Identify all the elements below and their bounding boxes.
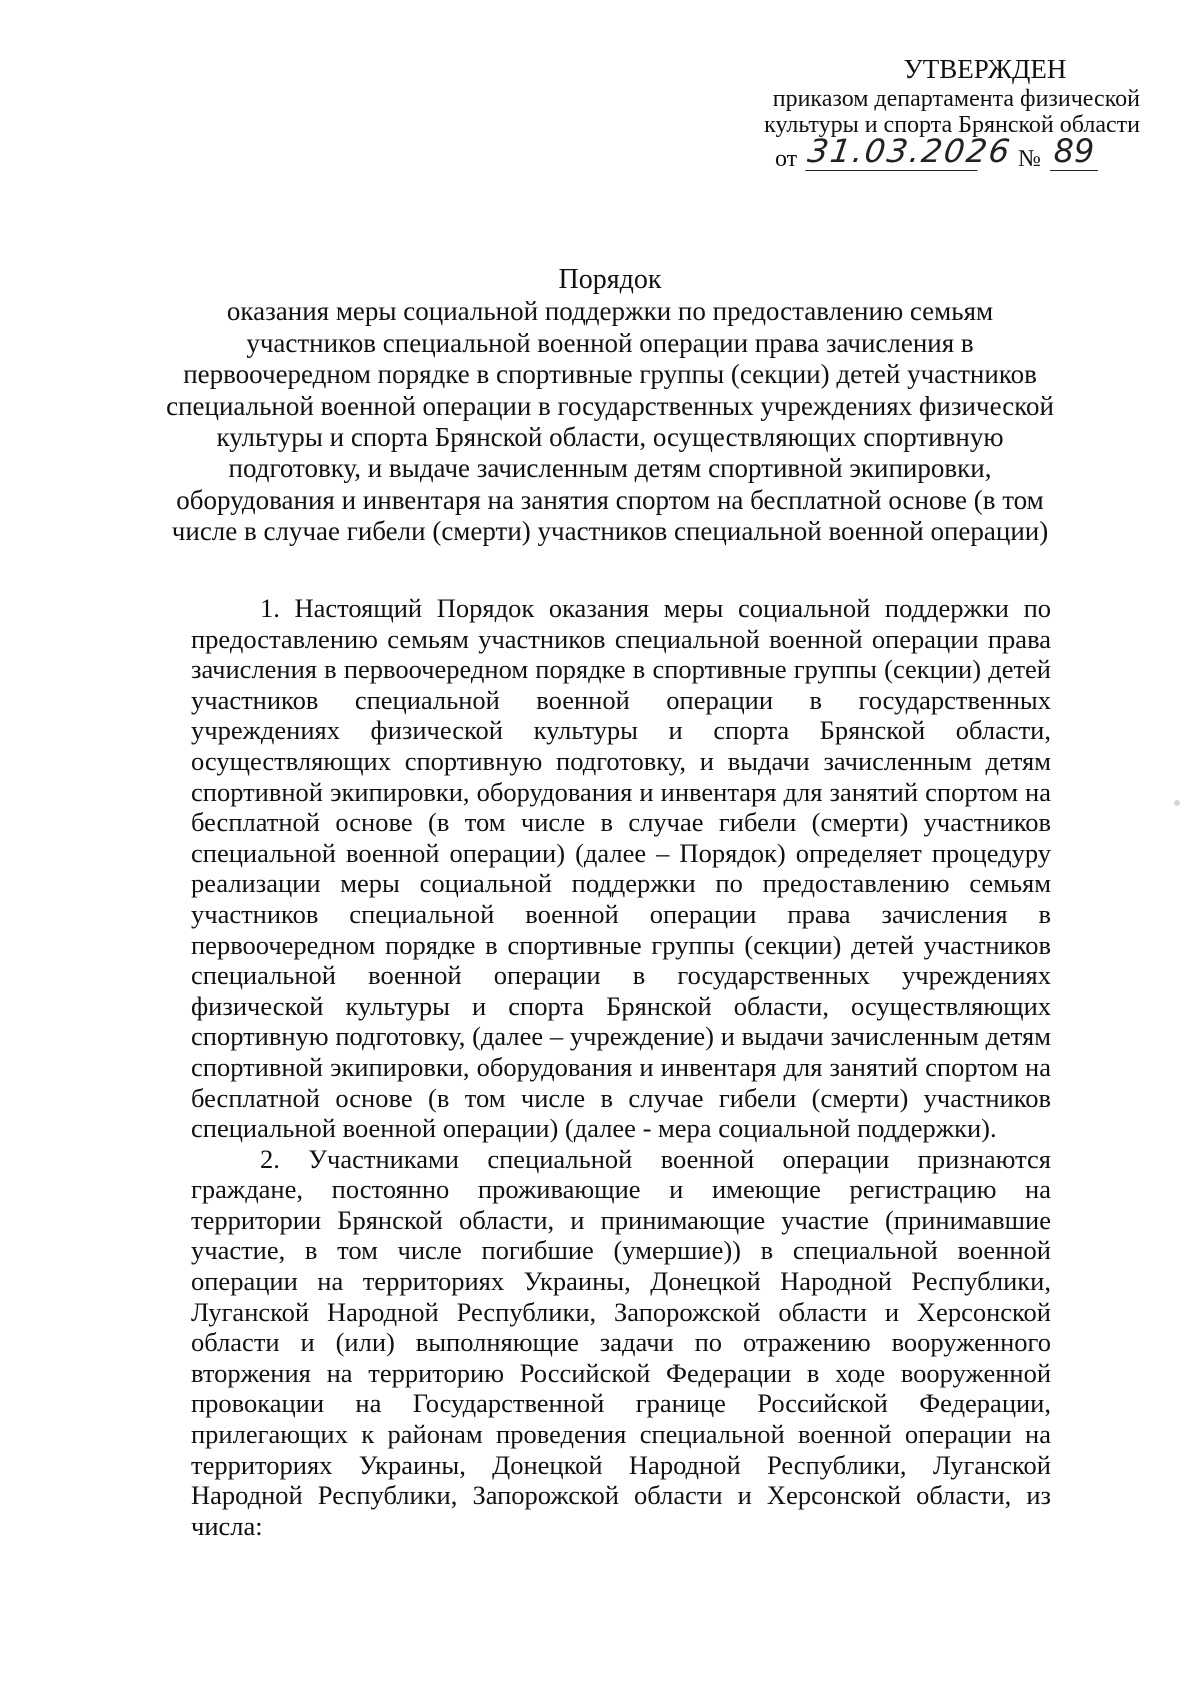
number-label: № xyxy=(1018,146,1041,172)
paragraph-1: 1. Настоящий Порядок оказания меры социальной поддержки по предоставлению семьям участников специальной военной операции права зачисления в первоочередном порядке в спортивные группы (секции) детей участников специальной военной операции в государственных учреждениях физической культуры и спорта Брянской области, осуществляющих спортивную подготовку, и выдачи зачисленным детям спортивной экипировки, оборудования и инвентаря для занятий спортом на бесплатной основе (в том числе в случае гибели (смерти) участников специальной военной операции) (далее – Порядок) определяет процедуру реализации меры социальной поддержки по предоставлению семьям участников специальной военной операции права зачисления в первоочередном порядке в спортивные группы (секции) детей участников специальной военной операции в государственных учреждениях физической культуры и спорта Брянской области, осуществляющих спортивную подготовку, (далее – учреждение) и выдачи зачисленным детям спортивной экипировки, оборудования и инвентаря для занятий спортом на бесплатной основе (в том числе в случае гибели (смерти) участников специальной военной операции) (далее - мера социальной поддержки). xyxy=(191,593,1051,1144)
approval-title: УТВЕРЖДЕН xyxy=(903,54,1067,84)
handwritten-date: 31.03.2026 xyxy=(805,132,1014,170)
approval-stamp-block xyxy=(760,52,1140,172)
approval-date-row xyxy=(760,132,1140,172)
date-prefix: от xyxy=(775,146,798,172)
handwritten-number: 89 xyxy=(1050,132,1098,171)
scan-speck xyxy=(1174,800,1180,806)
document-subtitle: оказания меры социальной поддержки по предоставлению семьям участников специальной военной операции права зачисления в первоочередном порядке в спортивные группы (секции) детей участников специальной военной операции в государственных учреждениях физической культуры и спорта Брянской области, осуществляющих спортивную подготовку, и выдаче зачисленным детям спортивной экипировки, оборудования и инвентаря на занятия спортом на бесплатной основе (в том числе в случае гибели (смерти) участников специальной военной операции) xyxy=(166,296,1054,547)
document-body xyxy=(191,593,1051,1541)
approval-order-line-1: приказом департамента физической xyxy=(772,86,1140,112)
document-title-block xyxy=(160,264,1060,548)
document-heading: Порядок xyxy=(558,264,662,295)
approval-order-line-2: культуры и спорта Брянской области xyxy=(764,112,1140,138)
paragraph-2: 2. Участниками специальной военной операции признаются граждане, постоянно проживающие и имеющие регистрацию на территории Брянской области, и принимающие участие (принимавшие участие, в том числе погибшие (умершие)) в специальной военной операции на территориях Украины, Донецкой Народной Республики, Луганской Народной Республики, Запорожской области и Херсонской области и (или) выполняющие задачи по отражению вооруженного вторжения на территорию Российской Федерации в ходе вооруженной провокации на Государственной границе Российской Федерации, прилегающих к районам проведения специальной военной операции на территориях Украины, Донецкой Народной Республики, Луганской Народной Республики, Запорожской области и Херсонской области, из числа: xyxy=(191,1143,1051,1541)
